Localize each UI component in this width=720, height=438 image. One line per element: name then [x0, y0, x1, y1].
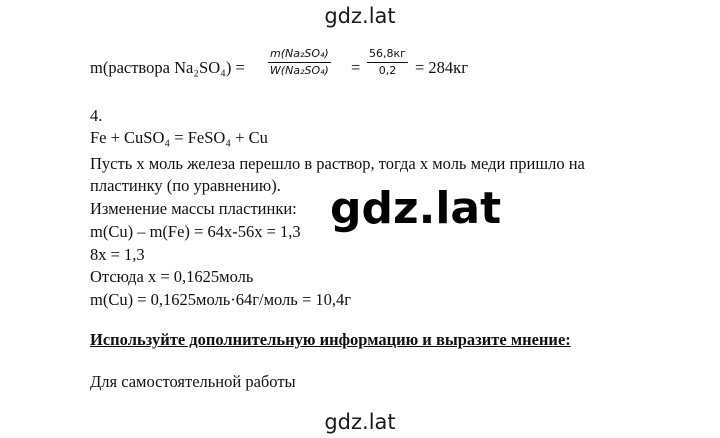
- mass-equation: m(Cu) – m(Fe) = 64x-56x = 1,3: [90, 222, 301, 241]
- watermark-top: gdz.lat: [324, 4, 396, 28]
- formula-lhs: m(раствора Na₂SO₄) =: [90, 58, 245, 77]
- equation-mass-cu: m(Cu) = 0,1625моль·64г/моль = 10,4г: [90, 290, 352, 309]
- item-number: 4.: [90, 106, 103, 125]
- section-heading: Используйте дополнительную информацию и выразите мнение:: [90, 330, 571, 349]
- formula-equals: =: [351, 58, 361, 77]
- paragraph-line-2: пластинку (по уравнению).: [90, 176, 281, 195]
- formula-fraction-numeric: [367, 46, 408, 79]
- formula-fraction-symbolic: [268, 46, 331, 79]
- fraction-denominator: W(Na₂SO₄): [269, 64, 329, 77]
- self-work-label: Для самостоятельной работы: [90, 372, 296, 391]
- watermark-center: gdz.lat: [330, 183, 502, 234]
- formula-result: = 284кг: [415, 58, 468, 77]
- watermark-bottom: gdz.lat: [324, 410, 396, 434]
- mass-change-label: Изменение массы пластинки:: [90, 199, 297, 218]
- equation-x: Отсюда х = 0,1625моль: [90, 267, 254, 286]
- fraction-denominator: 0,2: [378, 64, 397, 77]
- equation-8x: 8x = 1,3: [90, 245, 145, 264]
- fraction-numerator: 56,8кг: [367, 46, 408, 63]
- reaction-equation: Fe + CuSO₄ = FeSO₄ + Cu: [90, 128, 268, 147]
- fraction-numerator: m(Na₂SO₄): [268, 46, 331, 63]
- paragraph-line-1: Пусть х моль железа перешло в раствор, тогда х моль меди пришло на: [90, 154, 585, 173]
